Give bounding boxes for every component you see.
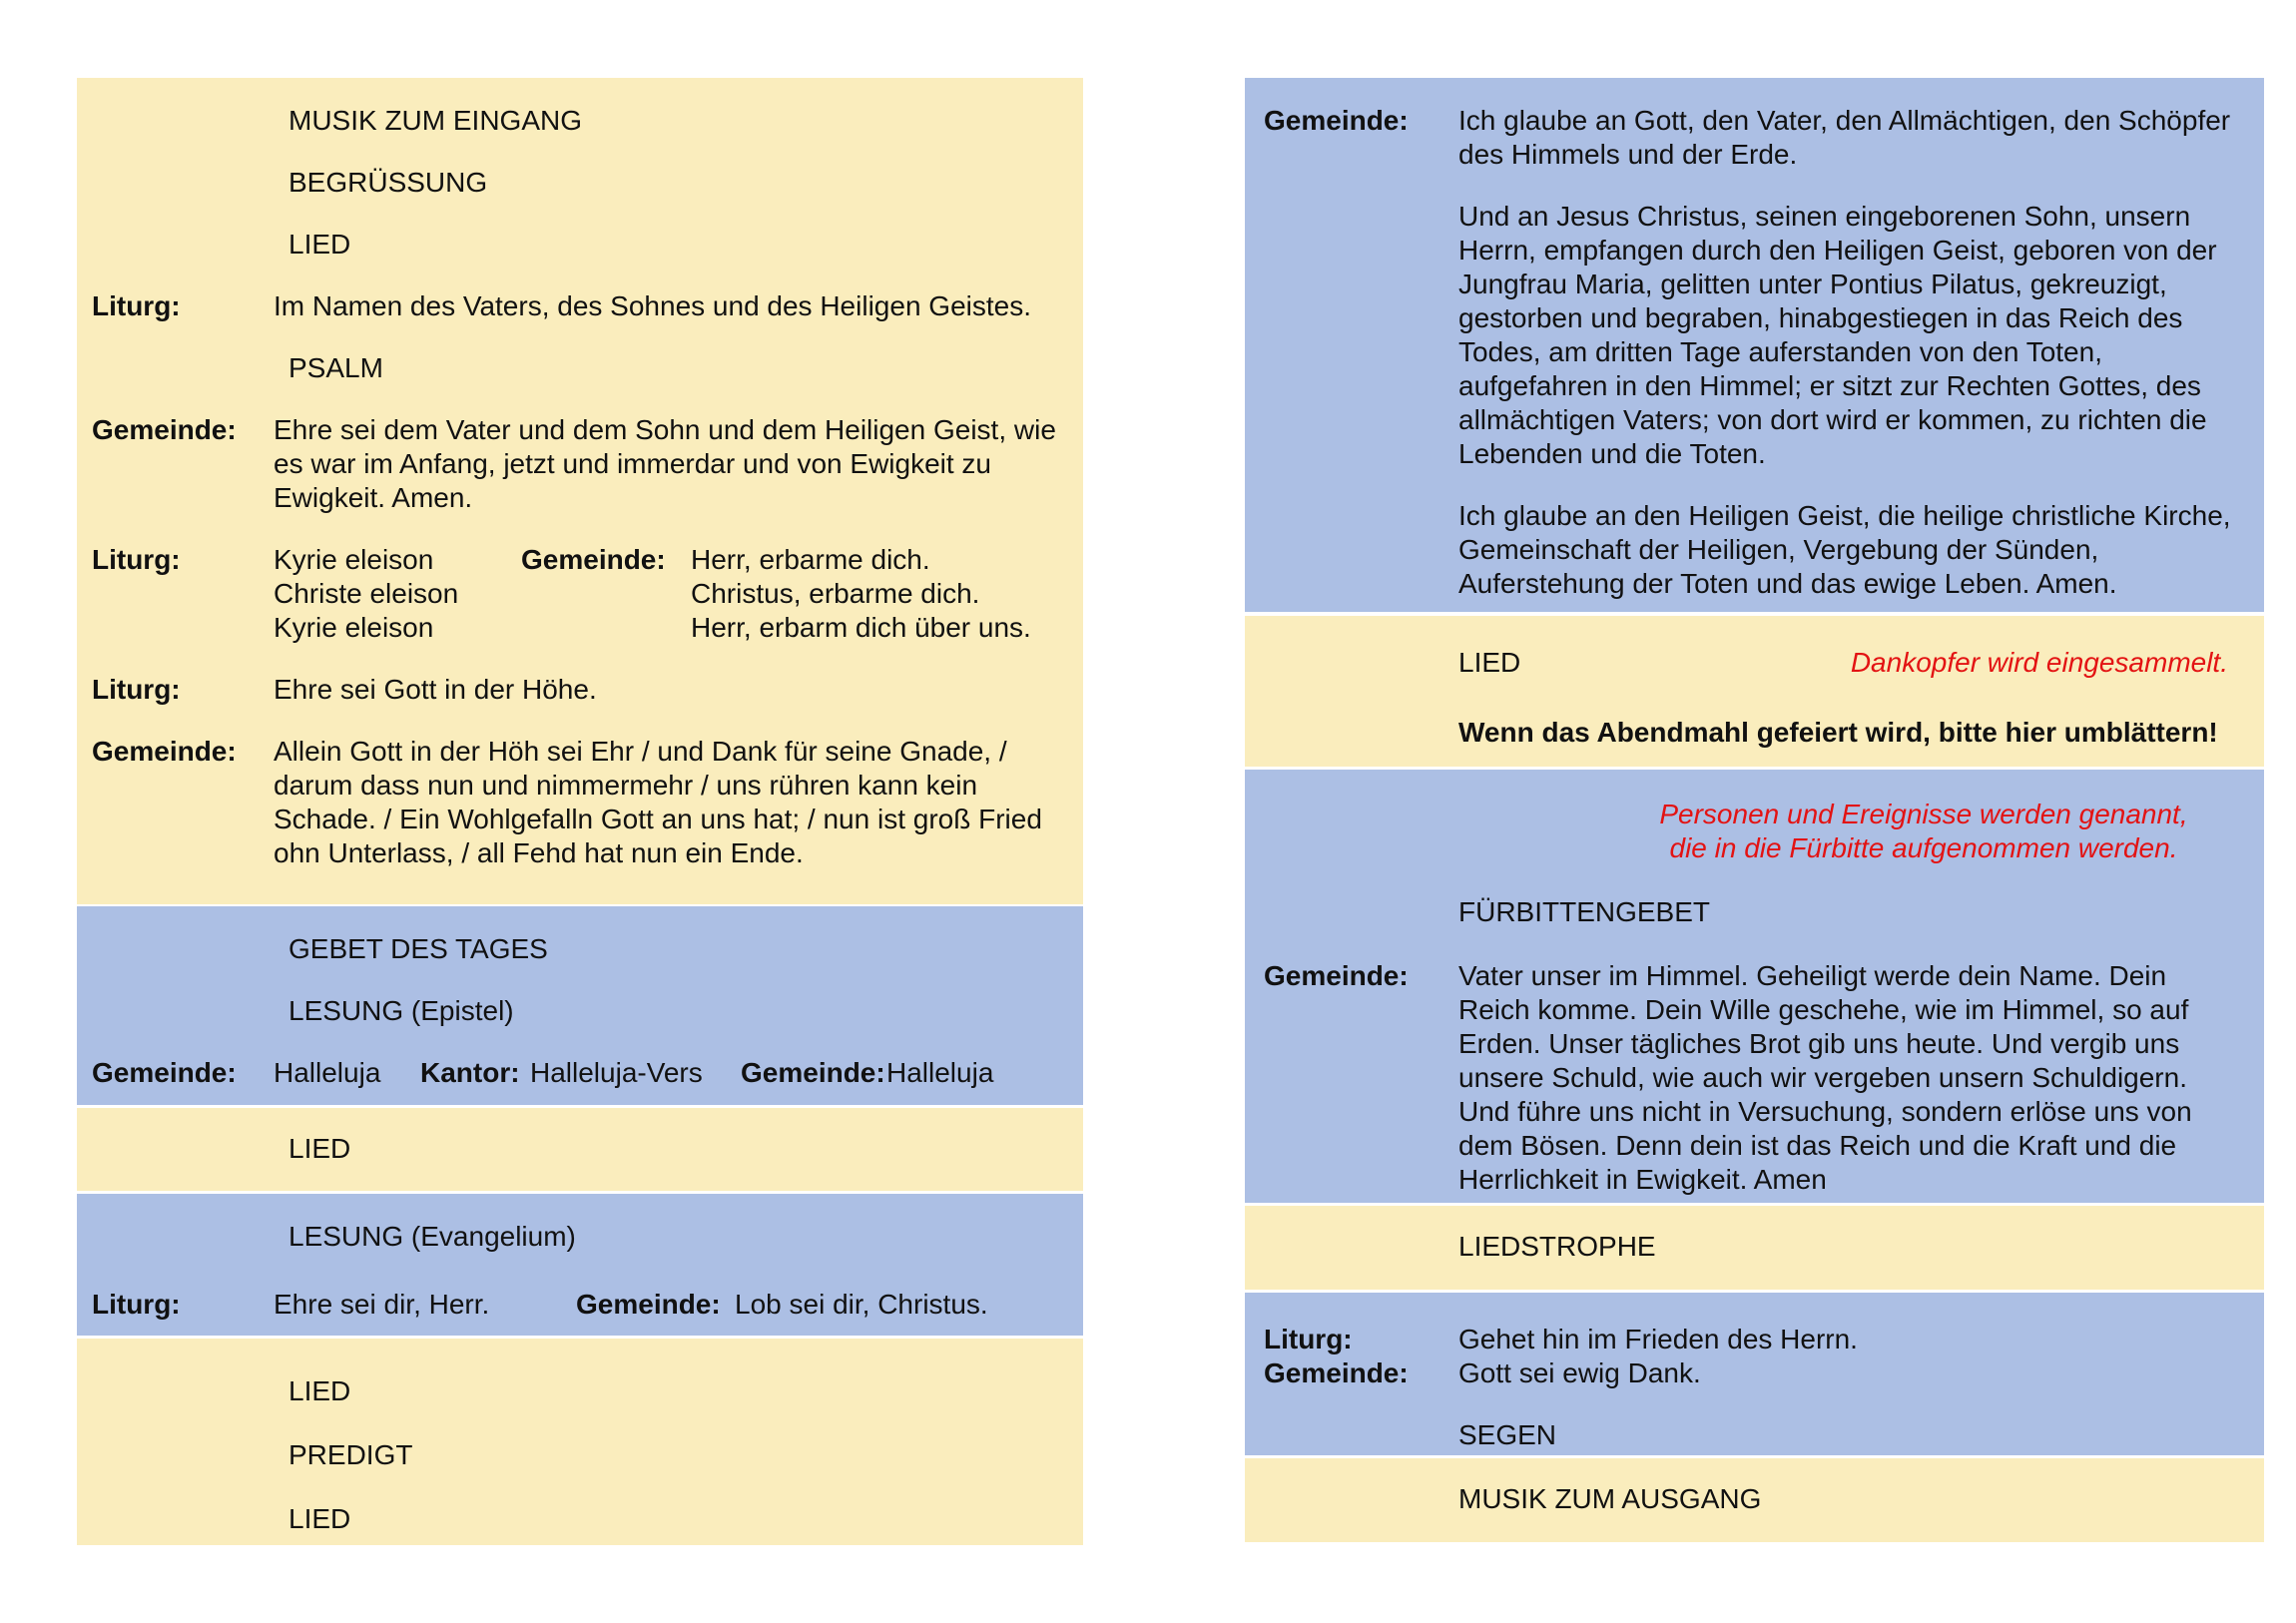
creed-section <box>1245 78 2264 612</box>
offering-note: Dankopfer wird eingesammelt. <box>1850 647 2228 678</box>
communion-notice: Wenn das Abendmahl gefeiert wird, bitte hier umblättern! <box>1458 717 2218 748</box>
lied-offering-row <box>1458 646 2264 680</box>
order-of-service-page-right <box>1245 78 2264 1542</box>
heading-lied: LIED <box>288 229 351 260</box>
gemeinde-label: Gemeinde: <box>1264 960 1409 991</box>
halleluja-vers-text: Halleluja-Vers <box>530 1057 703 1088</box>
acclamation-line <box>274 1288 1083 1322</box>
kyrie-response-line: Christus, erbarme dich. <box>691 578 980 609</box>
gloria-text: Ehre sei Gott in der Höhe. <box>274 674 597 705</box>
heading-liedstrophe: LIEDSTROPHE <box>1458 1231 1656 1262</box>
order-of-service-page-left <box>77 78 1083 1545</box>
heading-lied: LIED <box>288 1133 351 1164</box>
heading-predigt: PREDIGT <box>288 1439 413 1470</box>
kyrie-response-line: Herr, erbarm dich über uns. <box>691 612 1031 643</box>
gemeinde-label: Gemeinde: <box>92 736 237 767</box>
halleluja-text: Halleluja <box>274 1057 381 1088</box>
intercession-note-line: Personen und Ereignisse werden genannt, <box>1659 799 2188 829</box>
creed-paragraph-1: Ich glaube an Gott, den Vater, den Allmächtigen, den Schöpfer des Himmels und der Erde. <box>1458 105 2231 170</box>
dismissal-row <box>1245 1323 2264 1356</box>
dismissal-response: Gott sei ewig Dank. <box>1458 1357 1701 1388</box>
acclamation-response: Lob sei dir, Christus. <box>735 1289 988 1320</box>
gloria-hymn-row <box>77 735 1083 870</box>
opening-section <box>77 78 1083 904</box>
hymn-section <box>77 1108 1083 1191</box>
heading-psalm: PSALM <box>288 352 383 383</box>
heading-lied: LIED <box>288 1503 351 1534</box>
invocation-text: Im Namen des Vaters, des Sohnes und des Heiligen Geistes. <box>274 290 1031 321</box>
kyrie-call-line: Christe eleison <box>274 578 459 609</box>
gemeinde-label: Gemeinde: <box>1264 1357 1409 1388</box>
intercession-note <box>1584 798 2263 865</box>
dismissal-section <box>1245 1293 2264 1455</box>
invocation-row <box>77 289 1083 323</box>
kyrie-columns <box>274 543 1083 645</box>
creed-row <box>1245 200 2264 471</box>
gloria-patri-text: Ehre sei dem Vater und dem Sohn und dem Heiligen Geist, wie es war im Anfang, jetzt und immerdar und von Ewigkeit zu Ewigkeit. Amen. <box>274 414 1056 513</box>
heading-musik-zum-eingang: MUSIK ZUM EINGANG <box>288 105 583 136</box>
heading-lied: LIED <box>288 1375 351 1406</box>
heading-segen: SEGEN <box>1458 1419 1557 1450</box>
creed-paragraph-3: Ich glaube an den Heiligen Geist, die heilige christliche Kirche, Gemeinschaft der Heiligen, Vergebung der Sünden, Auferstehung der Toten und das ewige Leben. Amen. <box>1458 500 2231 599</box>
heading-fuerbittengebet: FÜRBITTENGEBET <box>1458 896 1711 927</box>
closing-music-section <box>1245 1458 2264 1542</box>
gloria-hymn-text: Allein Gott in der Höh sei Ehr / und Dank für seine Gnade, / darum dass nun und nimmermehr / uns rühren kann kein Schade. / Ein Wohlgefalln Gott an uns hat; / nun ist groß Fried ohn Unterlass, / all Fehd hat nun ein Ende. <box>274 736 1042 868</box>
creed-paragraph-2: Und an Jesus Christus, seinen eingeborenen Sohn, unsern Herrn, empfangen durch den Heiligen Geist, geboren von der Jungfrau Maria, gelitten unter Pontius Pilatus, gekreuzigt, gestorben und begraben, hinabgestiegen in das Reich des Todes, am dritten Tage auferstanden von den Toten, aufgefahren in den Himmel; er sitzt zur Rechten Gottes, des allmächtigen Vaters; von dort wird er kommen, zu richten die Lebenden und die Toten. <box>1458 201 2217 469</box>
intercession-note-line: die in die Fürbitte aufgenommen werden. <box>1669 832 2178 863</box>
liturg-label: Liturg: <box>92 290 181 321</box>
gemeinde-label: Gemeinde: <box>92 414 237 445</box>
heading-musik-zum-ausgang: MUSIK ZUM AUSGANG <box>1458 1483 1762 1514</box>
heading-gebet-des-tages: GEBET DES TAGES <box>288 933 548 964</box>
halleluja-row <box>77 1056 1083 1090</box>
gloria-row <box>77 673 1083 707</box>
liturg-label: Liturg: <box>92 1289 181 1320</box>
label-spacer <box>1245 499 1458 601</box>
liturg-label: Liturg: <box>1264 1324 1353 1354</box>
gemeinde-label: Gemeinde: <box>741 1057 885 1088</box>
kyrie-call-line: Kyrie eleison <box>274 612 434 643</box>
heading-lesung-evangelium: LESUNG (Evangelium) <box>288 1221 576 1252</box>
gemeinde-label: Gemeinde: <box>576 1289 721 1320</box>
liturg-label: Liturg: <box>92 674 181 705</box>
acclamation-call: Ehre sei dir, Herr. <box>274 1289 490 1320</box>
halleluja-text: Halleluja <box>886 1057 994 1088</box>
offering-section <box>1245 616 2264 767</box>
intercession-section <box>1245 770 2264 1203</box>
kyrie-response-line: Herr, erbarme dich. <box>691 544 930 575</box>
creed-row <box>1245 104 2264 172</box>
heading-lied: LIED <box>1458 647 1521 678</box>
heading-lesung-epistel: LESUNG (Epistel) <box>288 995 514 1026</box>
dismissal-response-row <box>1245 1356 2264 1390</box>
liturg-label: Liturg: <box>92 544 181 575</box>
gospel-section <box>77 1194 1083 1336</box>
gloria-patri-row <box>77 413 1083 515</box>
sermon-section <box>77 1339 1083 1545</box>
kyrie-calls <box>274 543 521 645</box>
kyrie-call-line: Kyrie eleison <box>274 544 434 575</box>
gospel-acclamation-row <box>77 1288 1083 1322</box>
halleluja-line <box>274 1056 1083 1090</box>
kyrie-responses <box>691 543 1061 645</box>
lords-prayer-text: Vater unser im Himmel. Geheiligt werde dein Name. Dein Reich komme. Dein Wille geschehe, wie im Himmel, so auf Erden. Unser tägliches Brot gib uns heute. Und vergib uns unsere Schuld, wie auch wir vergeben unsern Schuldigern. Und führe uns nicht in Versuchung, sondern erlöse uns von dem Bösen. Denn dein ist das Reich und die Kraft und die Herrlichkeit in Ewigkeit. Amen <box>1458 960 2192 1195</box>
dismissal-call: Gehet hin im Frieden des Herrn. <box>1458 1324 1858 1354</box>
label-spacer <box>1245 200 1458 471</box>
lords-prayer-row <box>1245 959 2264 1197</box>
readings-section <box>77 906 1083 1105</box>
creed-row <box>1245 499 2264 601</box>
hymn-verse-section <box>1245 1206 2264 1290</box>
gemeinde-label: Gemeinde: <box>1264 105 1409 136</box>
heading-begruessung: BEGRÜSSUNG <box>288 167 488 198</box>
kyrie-row <box>77 543 1083 645</box>
gemeinde-label: Gemeinde: <box>92 1057 237 1088</box>
gemeinde-label: Gemeinde: <box>521 544 666 575</box>
kantor-label: Kantor: <box>420 1057 520 1088</box>
